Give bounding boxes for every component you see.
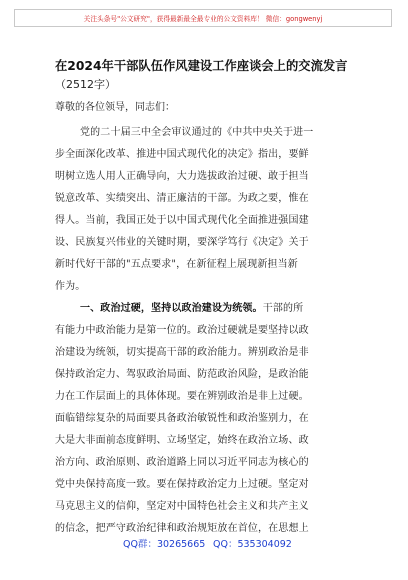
paragraph-line: 得人。当前，我国正处于以中国式现代化全面推进强国建 [55, 215, 309, 226]
paragraph-line: 的信念，把严守政治纪律和政治规矩放在首位，在思想上 [55, 523, 309, 534]
paragraph-line: 面临错综复杂的局面要具备政治敏锐性和政治鉴别力，在 [55, 413, 309, 424]
section-heading: 一、政治过硬，坚持以政治建设为统领。 [80, 303, 263, 314]
paragraph-line: 党中央保持高度一致。要在保持政治定力上过硬。坚定对 [55, 479, 309, 490]
paragraph-line: 明树立选人用人正确导向，大力选拔政治过硬、敢于担当 [55, 171, 309, 182]
paragraph-line: 保持政治定力、驾驭政治局面、防范政治风险，是政治能 [55, 369, 309, 380]
paragraph-line: 锐意改革、实绩突出、清正廉洁的干部。为政之要，惟在 [55, 193, 309, 204]
promo-banner: 关注头条号"公文研究"，获得最新最全最专业的公文资料库！ 微信：gongwenyj [14, 9, 392, 27]
section-heading-line [80, 298, 375, 320]
paragraph-line: 新时代好干部的"五点要求"，在新征程上展现新担当新 [55, 259, 298, 270]
section-heading-tail: 干部的所 [262, 303, 304, 314]
paragraph-line: 作为。 [55, 281, 86, 292]
paragraph-line: 治方向、政治原则、政治道路上同以习近平同志为核心的 [55, 457, 309, 468]
qq-number: QQ：535304092 [213, 539, 292, 550]
document-title: 在2024年干部队伍作风建设工作座谈会上的交流发言 [55, 59, 348, 73]
paragraph-line: 治建设为统领，切实提高干部的政治能力。辨别政治是非 [55, 347, 309, 358]
paragraph-line: 党的二十届三中全会审议通过的《中共中央关于进一 [80, 127, 314, 138]
footer-contact [0, 536, 408, 552]
paragraph-line: 步全面深化改革、推进中国式现代化的决定》指出，要鲜 [55, 149, 309, 160]
qq-group-number: QQ群：30265665 [123, 539, 206, 550]
paragraph-line: 设、民族复兴伟业的关键时期，要深学笃行《决定》关于 [55, 237, 309, 248]
paragraph-line: 力在工作层面上的具体体现。要在辨别政治是非上过硬。 [55, 391, 309, 402]
salutation: 尊敬的各位领导，同志们： [55, 102, 175, 113]
paragraph-line: 有能力中政治能力是第一位的。政治过硬就是要坚持以政 [55, 325, 309, 336]
paragraph-line: 马克思主义的信仰，坚定对中国特色社会主义和共产主义 [55, 501, 309, 512]
paragraph-line: 大是大非面前态度鲜明、立场坚定，始终在政治立场、政 [55, 435, 309, 446]
word-count: （2512字） [55, 78, 116, 91]
